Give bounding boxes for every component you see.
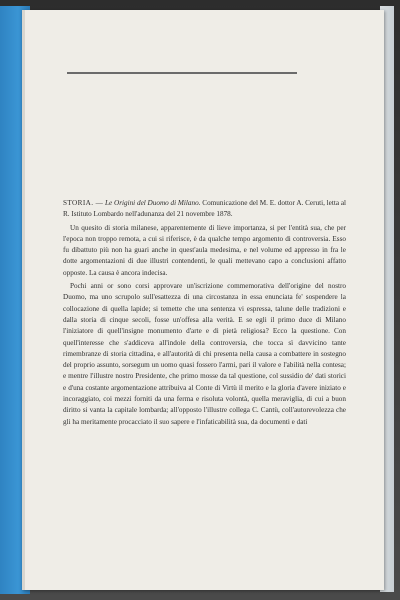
paragraph-2: Pochi anni or sono corsi approvare un'iscrizione commemorativa dell'origine del nostro Duomo, ma uno scrupolo sull'esattezza di una circostanza in essa enunciata fe' sospendere la collocazione di quella lapide; si temette che una sentenza vi espressa, talune delle tradizioni e dalla storia di cinque secoli, fosse un'offesa alla verità. E se egli il primo duce di Milano l'iniziatore di quell'insigne monumento d'arte e di pietà religiosa? Ecco la questione. Con quell'interesse che s'addiceva all'indole della controversia, che tocca sì davvicino tante rimembranze di storia cittadina, e all'autorità di chi presenta nella causa a combattere in sostegno del proprio assunto, sorsegum un uomo quasi fossero l'armi, pari il valore e l'abilità nella contesa; e mentre l'illustre nostro Presidente, che primo mosse da tal questione, col sussidio de' dati storici e d'una costante argomentazione attribuiva al Conte di Virtù il merito e la gloria d'avere iniziato e incoraggiato, coi mezzi forniti da una ferma e risoluta volontà, quella meraviglia, di cui a buon diritto si vanta la capitale lombarda; all'opposto l'illustre collega C. Cantù, coll'autorevolezza che gli ha meritamente procacciato il suo sapere e l'infaticabilità sua, da documenti e dati bbox=[63, 282, 346, 426]
document-body bbox=[63, 198, 346, 430]
article-title: Le Origini del Duomo di Milano. bbox=[105, 199, 201, 207]
header-rule bbox=[67, 72, 297, 74]
paragraph-1: Un quesito di storia milanese, apparentemente di lieve importanza, si per l'entità sua, che per l'epoca non troppo remota, a cui si riferisce, è da qualche tempo argomento di controversia. Esso fu dibattuto più non ha guari anche in quest'aula medesima, e nel volume ed appresso in fra le dotte argomentazioni di due illustri contendenti, le quali mettevano capo a conclusioni affatto opposte. La causa è ancora indecisa. bbox=[63, 223, 346, 277]
page-fold-edge bbox=[22, 10, 25, 590]
heading-paragraph bbox=[63, 198, 346, 221]
article-subtitle: Comunicazione del M. E. dottor A. Ceruti, letta al R. Istituto Lombardo nell'adunanza del 21 novembre 1878. bbox=[63, 199, 347, 219]
section-label: STORIA. — bbox=[63, 199, 104, 207]
